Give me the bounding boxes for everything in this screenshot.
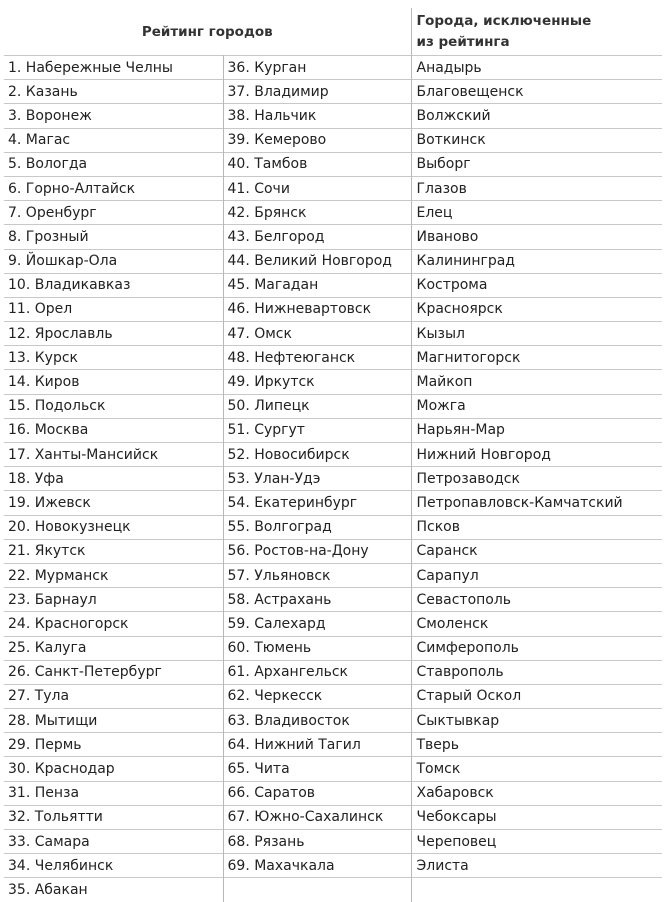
- rating-cell-left: 10. Владикавказ: [4, 273, 223, 297]
- rating-cell-middle: 40. Тамбов: [223, 152, 411, 176]
- excluded-city-cell: Томск: [411, 757, 662, 781]
- excluded-city-cell: Смоленск: [411, 612, 662, 636]
- table-row: [4, 660, 662, 684]
- rating-cell-middle: 56. Ростов-на-Дону: [223, 539, 411, 563]
- rating-cell-middle: 58. Астрахань: [223, 588, 411, 612]
- rating-cell-left: 34. Челябинск: [4, 854, 223, 878]
- rating-cell-middle: 68. Рязань: [223, 830, 411, 854]
- table-row: [4, 588, 662, 612]
- rating-cell-left: 23. Барнаул: [4, 588, 223, 612]
- excluded-city-cell: Глазов: [411, 176, 662, 200]
- rating-cell-middle: 55. Волгоград: [223, 515, 411, 539]
- excluded-city-cell: Анадырь: [411, 56, 662, 80]
- rating-cell-middle: 66. Саратов: [223, 781, 411, 805]
- table-row: [4, 878, 662, 902]
- table-row: [4, 128, 662, 152]
- excluded-city-cell: Элиста: [411, 854, 662, 878]
- excluded-city-cell: Красноярск: [411, 297, 662, 321]
- rating-cell-middle: 65. Чита: [223, 757, 411, 781]
- rating-cell-left: 8. Грозный: [4, 225, 223, 249]
- rating-cell-middle: 41. Сочи: [223, 176, 411, 200]
- table-row: [4, 491, 662, 515]
- rating-cell-middle: 59. Салехард: [223, 612, 411, 636]
- rating-cell-left: 21. Якутск: [4, 539, 223, 563]
- excluded-city-cell: Псков: [411, 515, 662, 539]
- rating-cell-left: 18. Уфа: [4, 467, 223, 491]
- rating-cell-middle: 57. Ульяновск: [223, 563, 411, 587]
- rating-cell-left: 27. Тула: [4, 684, 223, 708]
- table-row: [4, 176, 662, 200]
- rating-cell-left: 15. Подольск: [4, 394, 223, 418]
- rating-cell-left: 17. Ханты-Мансийск: [4, 443, 223, 467]
- rating-cell-middle: 48. Нефтеюганск: [223, 346, 411, 370]
- excluded-city-cell: Воткинск: [411, 128, 662, 152]
- rating-cell-left: 5. Вологда: [4, 152, 223, 176]
- table-row: [4, 830, 662, 854]
- excluded-city-cell: Сыктывкар: [411, 709, 662, 733]
- excluded-city-cell: Иваново: [411, 225, 662, 249]
- excluded-header: [411, 8, 662, 56]
- excluded-city-cell: Тверь: [411, 733, 662, 757]
- excluded-city-cell: Симферополь: [411, 636, 662, 660]
- rating-cell-left: 32. Тольятти: [4, 805, 223, 829]
- table-row: [4, 201, 662, 225]
- excluded-city-cell: Елец: [411, 201, 662, 225]
- excluded-city-cell: Хабаровск: [411, 781, 662, 805]
- table-row: [4, 515, 662, 539]
- rating-cell-middle: 44. Великий Новгород: [223, 249, 411, 273]
- table-row: [4, 152, 662, 176]
- table-row: [4, 733, 662, 757]
- table-row: [4, 322, 662, 346]
- table-row: [4, 612, 662, 636]
- excluded-city-cell: Волжский: [411, 104, 662, 128]
- rating-cell-left: 14. Киров: [4, 370, 223, 394]
- excluded-header-line1: Города, исключенные: [417, 11, 663, 32]
- rating-cell-middle: 46. Нижневартовск: [223, 297, 411, 321]
- table-row: [4, 346, 662, 370]
- excluded-city-cell: Кызыл: [411, 322, 662, 346]
- excluded-city-cell: Нижний Новгород: [411, 443, 662, 467]
- rating-cell-middle: [223, 878, 411, 902]
- excluded-city-cell: Петропавловск-Камчатский: [411, 491, 662, 515]
- table-row: [4, 636, 662, 660]
- rating-cell-middle: 43. Белгород: [223, 225, 411, 249]
- rating-cell-left: 22. Мурманск: [4, 563, 223, 587]
- table-row: [4, 709, 662, 733]
- rating-cell-left: 3. Воронеж: [4, 104, 223, 128]
- table-row: [4, 104, 662, 128]
- table-row: [4, 805, 662, 829]
- rating-cell-left: 19. Ижевск: [4, 491, 223, 515]
- rating-cell-left: 9. Йошкар-Ола: [4, 249, 223, 273]
- rating-cell-left: 29. Пермь: [4, 733, 223, 757]
- rating-cell-middle: 45. Магадан: [223, 273, 411, 297]
- rating-cell-left: 7. Оренбург: [4, 201, 223, 225]
- excluded-city-cell: Ставрополь: [411, 660, 662, 684]
- rating-cell-left: 24. Красногорск: [4, 612, 223, 636]
- excluded-city-cell: Можга: [411, 394, 662, 418]
- rating-cell-left: 6. Горно-Алтайск: [4, 176, 223, 200]
- table-row: [4, 467, 662, 491]
- excluded-city-cell: Кострома: [411, 273, 662, 297]
- rating-cell-left: 16. Москва: [4, 418, 223, 442]
- excluded-city-cell: Калининград: [411, 249, 662, 273]
- rating-cell-left: 1. Набережные Челны: [4, 56, 223, 80]
- table-row: [4, 854, 662, 878]
- excluded-city-cell: Севастополь: [411, 588, 662, 612]
- table-row: [4, 418, 662, 442]
- table-row: [4, 273, 662, 297]
- excluded-city-cell: Выборг: [411, 152, 662, 176]
- rating-cell-left: 4. Магас: [4, 128, 223, 152]
- rating-cell-middle: 64. Нижний Тагил: [223, 733, 411, 757]
- table-row: [4, 563, 662, 587]
- rating-cell-middle: 49. Иркутск: [223, 370, 411, 394]
- rating-cell-middle: 62. Черкесск: [223, 684, 411, 708]
- excluded-city-cell: Саранск: [411, 539, 662, 563]
- rating-cell-middle: 67. Южно-Сахалинск: [223, 805, 411, 829]
- city-rating-table: [4, 8, 662, 902]
- table-row: [4, 56, 662, 80]
- table-row: [4, 781, 662, 805]
- rating-cell-left: 28. Мытищи: [4, 709, 223, 733]
- rating-cell-middle: 60. Тюмень: [223, 636, 411, 660]
- rating-cell-left: 11. Орел: [4, 297, 223, 321]
- city-rating-table-container: [4, 8, 662, 902]
- rating-cell-middle: 37. Владимир: [223, 80, 411, 104]
- excluded-city-cell: Петрозаводск: [411, 467, 662, 491]
- rating-cell-middle: 52. Новосибирск: [223, 443, 411, 467]
- excluded-header-line2: из рейтинга: [417, 32, 663, 53]
- excluded-city-cell: Старый Оскол: [411, 684, 662, 708]
- rating-cell-middle: 69. Махачкала: [223, 854, 411, 878]
- table-row: [4, 249, 662, 273]
- rating-cell-left: 31. Пенза: [4, 781, 223, 805]
- rating-cell-middle: 42. Брянск: [223, 201, 411, 225]
- table-row: [4, 539, 662, 563]
- rating-header: Рейтинг городов: [4, 8, 411, 56]
- rating-cell-middle: 63. Владивосток: [223, 709, 411, 733]
- table-body: [4, 56, 662, 902]
- table-row: [4, 394, 662, 418]
- excluded-city-cell: Благовещенск: [411, 80, 662, 104]
- rating-cell-left: 30. Краснодар: [4, 757, 223, 781]
- excluded-city-cell: Череповец: [411, 830, 662, 854]
- excluded-city-cell: Нарьян-Мар: [411, 418, 662, 442]
- rating-cell-left: 26. Санкт-Петербург: [4, 660, 223, 684]
- table-row: [4, 297, 662, 321]
- rating-cell-left: 35. Абакан: [4, 878, 223, 902]
- excluded-city-cell: Магнитогорск: [411, 346, 662, 370]
- rating-cell-left: 13. Курск: [4, 346, 223, 370]
- rating-cell-left: 12. Ярославль: [4, 322, 223, 346]
- excluded-city-cell: [411, 878, 662, 902]
- table-row: [4, 757, 662, 781]
- rating-cell-middle: 53. Улан-Удэ: [223, 467, 411, 491]
- rating-cell-left: 20. Новокузнецк: [4, 515, 223, 539]
- rating-cell-middle: 50. Липецк: [223, 394, 411, 418]
- rating-cell-left: 33. Самара: [4, 830, 223, 854]
- excluded-city-cell: Чебоксары: [411, 805, 662, 829]
- excluded-city-cell: Майкоп: [411, 370, 662, 394]
- rating-cell-middle: 47. Омск: [223, 322, 411, 346]
- rating-cell-middle: 54. Екатеринбург: [223, 491, 411, 515]
- table-row: [4, 443, 662, 467]
- rating-cell-middle: 38. Нальчик: [223, 104, 411, 128]
- header-row: [4, 8, 662, 56]
- rating-cell-left: 2. Казань: [4, 80, 223, 104]
- rating-cell-left: 25. Калуга: [4, 636, 223, 660]
- table-row: [4, 225, 662, 249]
- table-row: [4, 684, 662, 708]
- rating-cell-middle: 61. Архангельск: [223, 660, 411, 684]
- table-row: [4, 370, 662, 394]
- rating-cell-middle: 36. Курган: [223, 56, 411, 80]
- rating-cell-middle: 51. Сургут: [223, 418, 411, 442]
- rating-cell-middle: 39. Кемерово: [223, 128, 411, 152]
- excluded-city-cell: Сарапул: [411, 563, 662, 587]
- table-row: [4, 80, 662, 104]
